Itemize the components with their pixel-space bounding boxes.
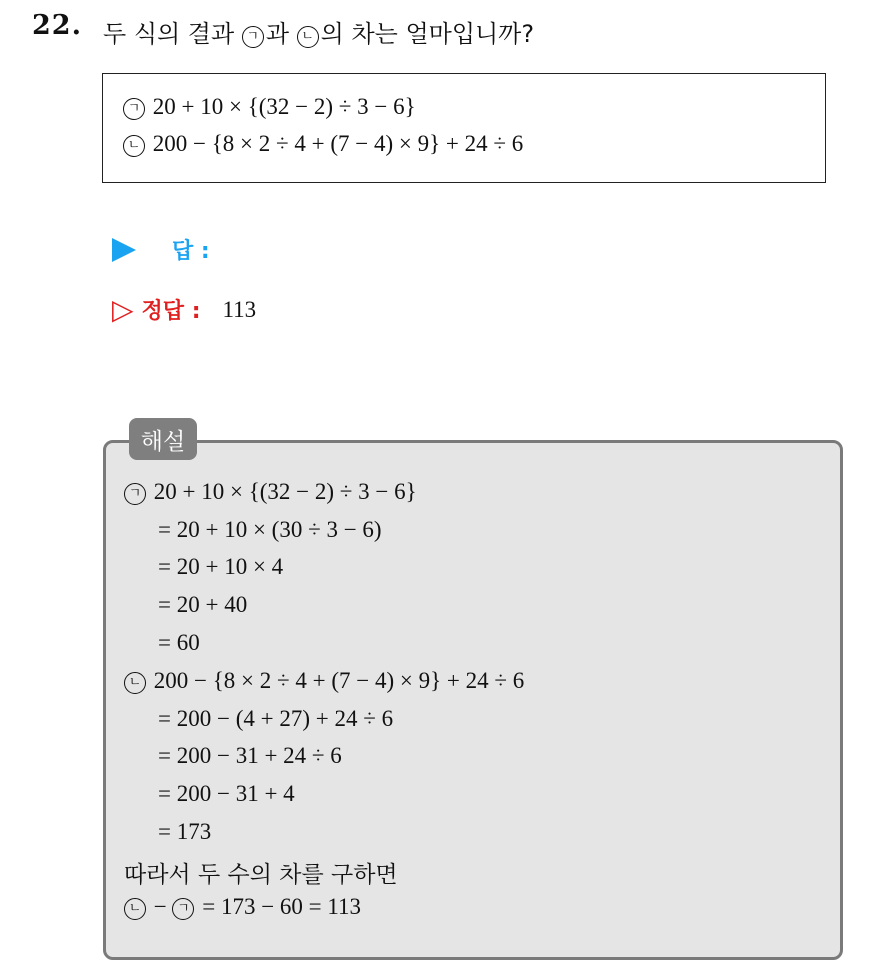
marker-giyeok-icon: ㄱ bbox=[123, 98, 145, 120]
question-text-before: 두 식의 결과 bbox=[103, 20, 242, 48]
question-text-after: 의 차는 얼마입니까? bbox=[320, 20, 535, 48]
solution-final-text: = 173 − 60 = 113 bbox=[196, 894, 362, 919]
correct-answer-value: 113 bbox=[222, 296, 257, 322]
solution-line bbox=[158, 630, 200, 656]
solution-final-line bbox=[124, 894, 361, 920]
correct-answer-row bbox=[112, 294, 256, 325]
question-text-middle: 과 bbox=[265, 20, 297, 48]
solution-line-text: = 200 − 31 + 4 bbox=[158, 781, 295, 806]
marker-giyeok-icon: ㄱ bbox=[242, 26, 264, 48]
solution-line bbox=[158, 554, 283, 580]
solution-line-text: = 200 − (4 + 27) + 24 ÷ 6 bbox=[158, 706, 394, 731]
answer-row bbox=[112, 234, 210, 265]
solution-line-text: = 20 + 10 × (30 ÷ 3 − 6) bbox=[158, 517, 382, 542]
marker-giyeok-icon: ㄱ bbox=[124, 483, 146, 505]
marker-nieun-icon: ㄴ bbox=[123, 135, 145, 157]
outline-triangle-icon: ▷ bbox=[112, 292, 134, 326]
solution-line-text: = 20 + 10 × 4 bbox=[158, 554, 284, 579]
solution-conclusion: 따라서 두 수의 차를 구하면 bbox=[124, 862, 398, 888]
solution-line bbox=[158, 592, 247, 618]
marker-nieun-icon: ㄴ bbox=[124, 672, 146, 694]
marker-nieun-icon: ㄴ bbox=[124, 898, 146, 920]
minus-sign: − bbox=[148, 894, 173, 919]
solution-line-text: = 173 bbox=[158, 819, 212, 844]
question-text bbox=[103, 14, 534, 49]
expression-line bbox=[123, 94, 416, 120]
answer-label: 답 : bbox=[172, 239, 210, 264]
expression-box bbox=[102, 73, 826, 183]
expression-text: 20 + 10 × {(32 − 2) ÷ 3 − 6} bbox=[152, 94, 416, 119]
expression-text: 200 − {8 × 2 ÷ 4 + (7 − 4) × 9} + 24 ÷ 6 bbox=[152, 131, 524, 156]
marker-giyeok-icon: ㄱ bbox=[172, 898, 194, 920]
solution-line bbox=[124, 668, 524, 694]
solution-line bbox=[158, 743, 342, 769]
expression-line bbox=[123, 131, 523, 157]
solution-tab: 해설 bbox=[129, 418, 197, 460]
solution-line bbox=[158, 819, 211, 845]
solution-line-text: 20 + 10 × {(32 − 2) ÷ 3 − 6} bbox=[153, 479, 417, 504]
question-number: 22. bbox=[32, 10, 82, 41]
solution-line bbox=[158, 706, 393, 732]
solution-line-text: 200 − {8 × 2 ÷ 4 + (7 − 4) × 9} + 24 ÷ 6 bbox=[153, 668, 525, 693]
play-triangle-icon bbox=[112, 238, 136, 262]
solution-line-text: = 20 + 40 bbox=[158, 592, 248, 617]
solution-line bbox=[124, 479, 417, 505]
solution-line-text: = 200 − 31 + 24 ÷ 6 bbox=[158, 743, 342, 768]
marker-nieun-icon: ㄴ bbox=[297, 26, 319, 48]
solution-line-text: = 60 bbox=[158, 630, 200, 655]
solution-line bbox=[158, 781, 295, 807]
correct-answer-label: 정답 : bbox=[141, 299, 201, 324]
solution-line bbox=[158, 517, 382, 543]
